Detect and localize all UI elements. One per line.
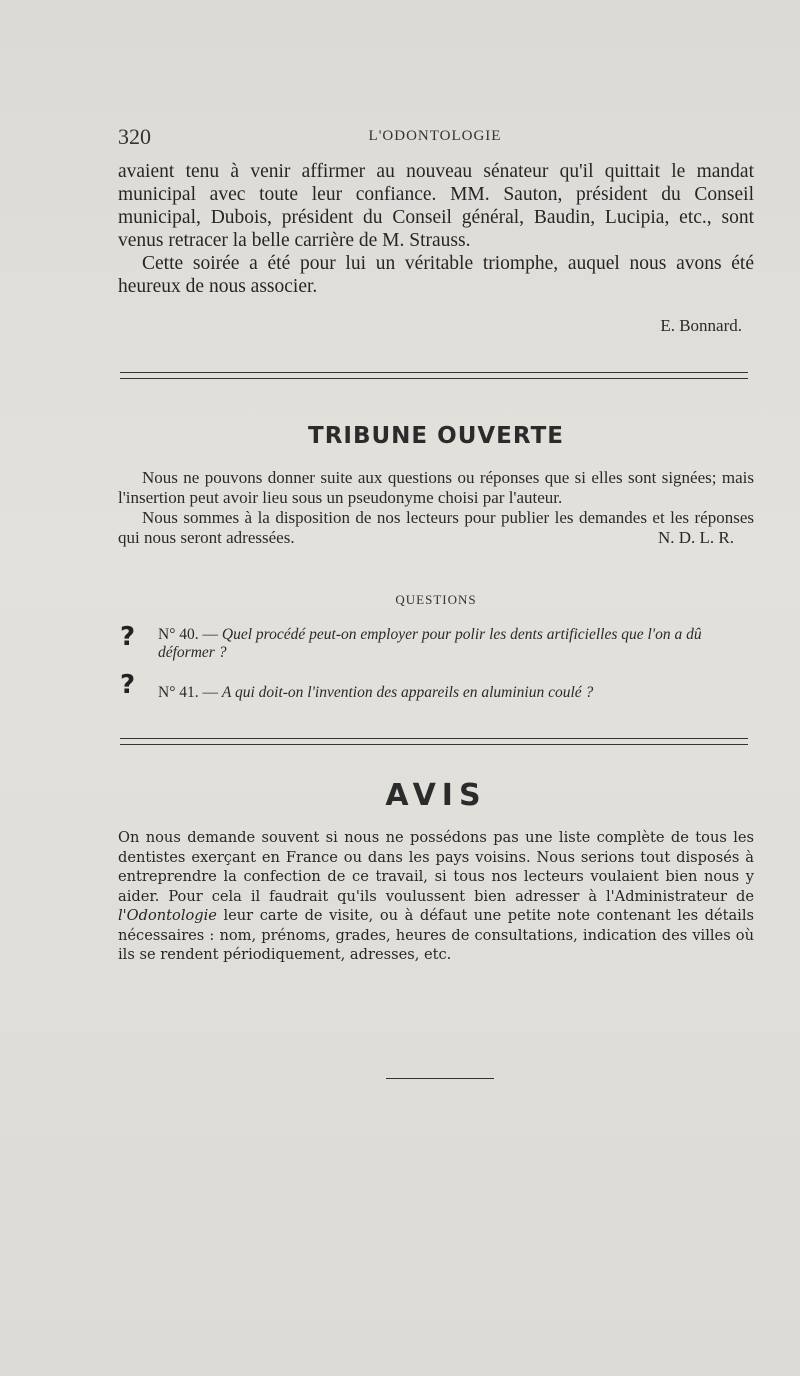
question-text: Quel procédé peut-on employer pour polir les dents artificielles que l'on a dû déformer ? [158,626,702,661]
section-divider [120,372,748,379]
question-number: N° 40. — [158,626,219,643]
tribune-paragraph-text: Nous sommes à la disposition de nos lecteurs pour publier les demandes et les réponses qui nous seront adressées. [118,508,754,547]
question-mark-icon: ? [120,622,136,652]
section-title-tribune: TRIBUNE OUVERTE [308,423,564,449]
article-continuation [118,160,754,298]
tribune-paragraph: Nous ne pouvons donner suite aux questions ou réponses que si elles sont signées; mais l'insertion peut avoir lieu sous un pseudonyme choisi par l'auteur. [118,468,754,507]
tribune-paragraph [118,508,754,548]
article-paragraph: Cette soirée a été pour lui un véritable triomphe, auquel nous avons été heureux de nous associer. [118,253,754,297]
running-head: L'ODONTOLOGIE [368,128,502,144]
editor-signature: N. D. L. R. [657,528,734,547]
question-item [158,684,754,702]
section-title-avis: AVIS [385,778,487,813]
article-signature: E. Bonnard. [660,316,742,335]
article-paragraph: avaient tenu à venir affirmer au nouveau sénateur qu'il quittait le mandat municipal avec toute leur confiance. MM. Sauton, président du Conseil municipal, Dubois, président du Conseil général, Baudin, Lucipia, etc., sont venus retracer la belle carrière de M. Strauss. [118,161,754,251]
question-mark-icon: ? [120,670,136,700]
page-header [118,124,752,152]
avis-text-end: leur carte de visite, ou à défaut une petite note contenant les détails nécessaires : nom, prénoms, grades, heures de consultations, indication des villes où ils se rendent périodiquement, adresses, etc. [118,907,754,963]
avis-text-start: On nous demande souvent si nous ne possédons pas une liste complète de tous les dentistes exerçant en France ou dans les pays voisins. Nous serions tout disposés à entreprendre la confection de ce travail, si tous nos lecteurs voulaient bien nous y aider. Pour cela il faudrait qu'ils voulussent bien adresser à l'Administrateur de [118,829,754,905]
tribune-intro [118,468,754,548]
section-divider [120,738,748,745]
questions-heading: QUESTIONS [395,592,477,607]
end-rule [386,1078,494,1079]
question-item [158,626,754,662]
avis-paragraph [118,828,754,965]
question-number: N° 41. — [158,684,219,701]
journal-name: l'Odontologie [118,907,217,924]
page-number: 320 [118,124,151,149]
question-text: A qui doit-on l'invention des appareils en aluminiun coulé ? [221,684,594,701]
